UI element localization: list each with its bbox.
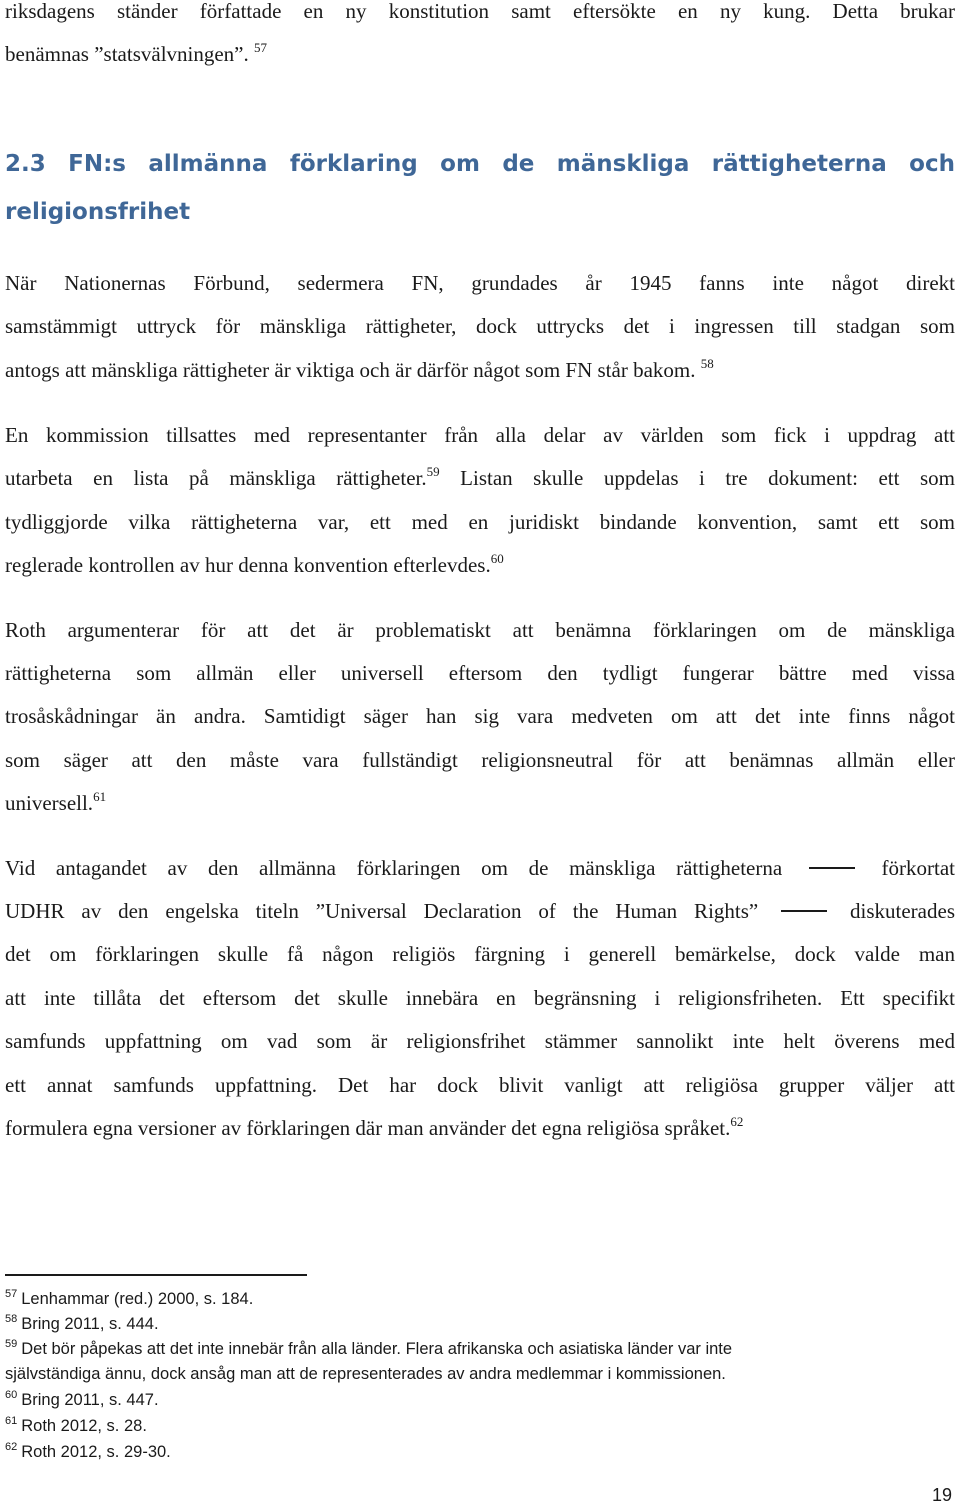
em-dash <box>809 867 855 869</box>
footnote-text: Roth 2012, s. 28. <box>21 1417 147 1435</box>
text-span: antogs att mänskliga rättigheter är viktiga och är därför något som FN står bakom. <box>5 358 696 382</box>
footnote-number: 58 <box>5 1313 18 1325</box>
text-line: När Nationernas Förbund, sedermera FN, grundades år 1945 fanns inte något direkt <box>5 271 955 295</box>
text-span: förkortat <box>881 856 956 880</box>
footnote-59-cont <box>5 1362 955 1386</box>
footnote-58 <box>5 1312 955 1336</box>
text-span: reglerade kontrollen av hur denna konvention efterlevdes. <box>5 553 491 577</box>
text-line <box>5 463 955 493</box>
heading-line: 2.3 FN:s allmänna förklaring om de mänskliga rättigheterna och <box>5 151 955 177</box>
text-line: tydliggjorde vilka rättigheterna var, ett med en juridiskt bindande konvention, samt ett som <box>5 510 955 534</box>
footnote-text: Bring 2011, s. 447. <box>21 1391 159 1409</box>
footnote-59 <box>5 1337 955 1361</box>
text-line <box>5 1113 955 1143</box>
em-dash <box>781 910 827 912</box>
text-line: ett annat samfunds uppfattning. Det har dock blivit vanligt att religiösa grupper väljer att <box>5 1073 955 1097</box>
text-line: riksdagens ständer författade en ny konstitution samt eftersökte en ny kung. Detta brukar <box>5 0 955 23</box>
footnote-number: 61 <box>5 1415 18 1427</box>
footnote-ref[interactable]: 58 <box>700 356 714 371</box>
text-line: rättigheterna som allmän eller universell eftersom den tydligt fungerar bättre med vissa <box>5 661 955 685</box>
footnote-62 <box>5 1440 955 1464</box>
text-span: universell. <box>5 791 94 815</box>
footnote-61 <box>5 1414 955 1438</box>
page-number: 19 <box>931 1485 952 1505</box>
footnote-number: 62 <box>5 1441 18 1453</box>
footnote-text: Det bör påpekas att det inte innebär från alla länder. Flera afrikanska och asiatiska länder var inte <box>21 1340 733 1358</box>
text-line <box>5 896 955 926</box>
footnote-text: Roth 2012, s. 29-30. <box>21 1443 171 1461</box>
footnote-number: 60 <box>5 1389 18 1401</box>
heading-line: religionsfrihet <box>5 199 191 225</box>
text-line: det om förklaringen skulle få någon religiös färgning i generell bemärkelse, dock valde man <box>5 942 955 966</box>
text-line <box>5 355 955 385</box>
text-span: benämnas ”statsvälvningen”. <box>5 42 249 66</box>
footnote-ref[interactable]: 59 <box>426 464 440 479</box>
footnote-number: 57 <box>5 1288 18 1300</box>
text-span: UDHR av den engelska titeln ”Universal Declaration of the Human Rights” <box>5 899 759 923</box>
footnote-separator <box>5 1274 307 1276</box>
text-line <box>5 788 955 818</box>
text-span: formulera egna versioner av förklaringen där man använder det egna religiösa språket. <box>5 1116 731 1140</box>
footnote-text: självständiga ännu, dock ansåg man att de representerades av andra medlemmar i kommissionen. <box>5 1365 726 1383</box>
text-line <box>5 550 955 580</box>
text-line: En kommission tillsattes med representanter från alla delar av världen som fick i uppdrag att <box>5 423 955 447</box>
text-line <box>5 853 955 883</box>
text-line: samstämmigt uttryck för mänskliga rättigheter, dock uttrycks det i ingressen till stadgan som <box>5 314 955 338</box>
footnote-ref[interactable]: 57 <box>254 40 268 55</box>
text-span: Vid antagandet av den allmänna förklaringen om de mänskliga rättigheterna <box>5 856 783 880</box>
text-line: samfunds uppfattning om vad som är religionsfrihet stämmer sannolikt inte helt överens med <box>5 1029 955 1053</box>
text-line: som säger att den måste vara fullständigt religionsneutral för att benämnas allmän eller <box>5 748 955 772</box>
footnote-text: Bring 2011, s. 444. <box>21 1315 159 1333</box>
text-span: utarbeta en lista på mänskliga rättigheter. <box>5 466 427 490</box>
text-line: att inte tillåta det eftersom det skulle innebära en begränsning i religionsfriheten. Ett specifikt <box>5 986 955 1010</box>
text-line <box>5 39 955 69</box>
text-line: Roth argumenterar för att det är problematiskt att benämna förklaringen om de mänskliga <box>5 618 955 642</box>
footnote-number: 59 <box>5 1338 18 1350</box>
text-line: trosåskådningar än andra. Samtidigt säger han sig vara medveten om att det inte finns något <box>5 704 955 728</box>
footnote-ref[interactable]: 62 <box>730 1114 744 1129</box>
footnote-57 <box>5 1287 955 1311</box>
footnote-ref[interactable]: 60 <box>490 551 504 566</box>
text-span: diskuterades <box>850 899 955 923</box>
footnote-text: Lenhammar (red.) 2000, s. 184. <box>21 1290 254 1308</box>
footnote-ref[interactable]: 61 <box>93 789 107 804</box>
text-span: Listan skulle uppdelas i tre dokument: ett som <box>439 466 955 490</box>
footnote-60 <box>5 1388 955 1412</box>
